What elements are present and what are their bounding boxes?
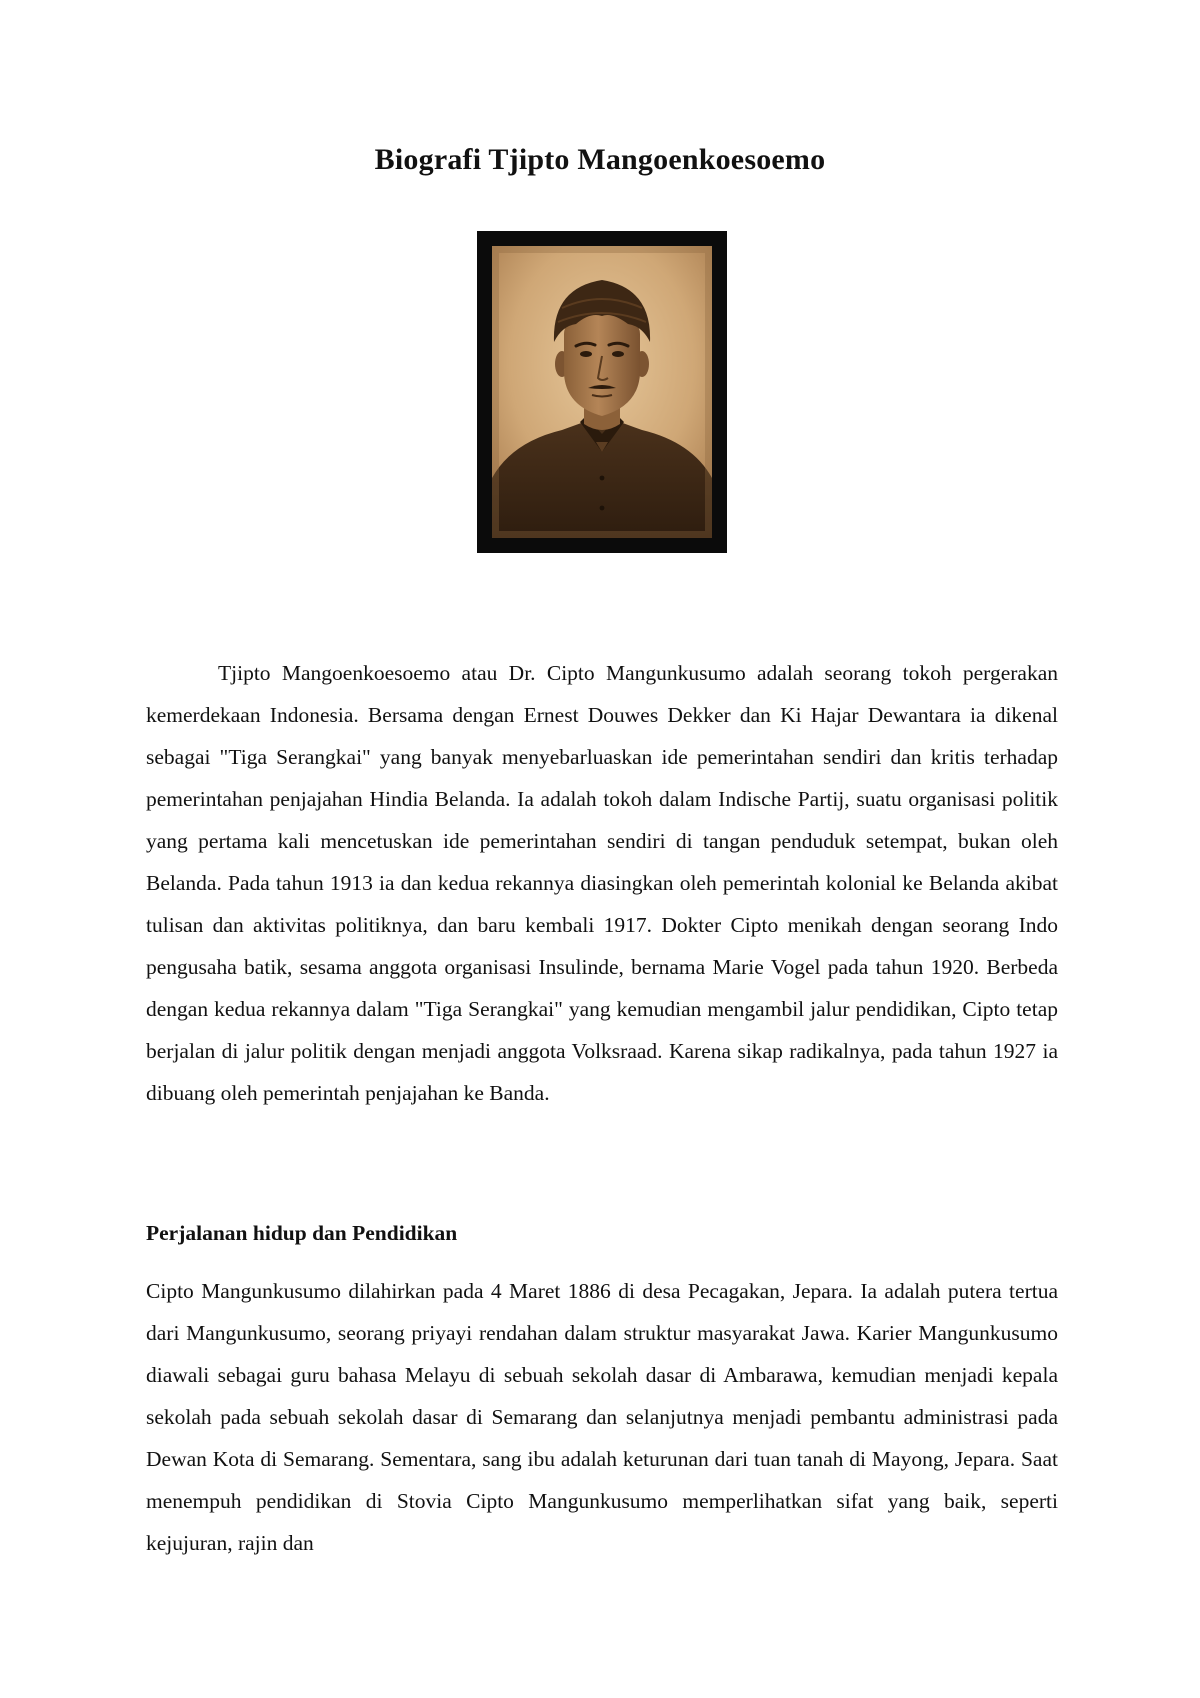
portrait-frame (477, 231, 727, 553)
portrait-photo (492, 246, 712, 538)
intro-paragraph: Tjipto Mangoenkoesoemo atau Dr. Cipto Mangunkusumo adalah seorang tokoh pergerakan kemerdekaan Indonesia. Bersama dengan Ernest Douwes Dekker dan Ki Hajar Dewantara ia dikenal sebagai "Tiga Serangkai" yang banyak menyebarluaskan ide pemerintahan sendiri dan kritis terhadap pemerintahan penjajahan Hindia Belanda. Ia adalah tokoh dalam Indische Partij, suatu organisasi politik yang pertama kali mencetuskan ide pemerintahan sendiri di tangan penduduk setempat, bukan oleh Belanda. Pada tahun 1913 ia dan kedua rekannya diasingkan oleh pemerintah kolonial ke Belanda akibat tulisan dan aktivitas politiknya, dan baru kembali 1917. Dokter Cipto menikah dengan seorang Indo pengusaha batik, sesama anggota organisasi Insulinde, bernama Marie Vogel pada tahun 1920. Berbeda dengan kedua rekannya dalam "Tiga Serangkai" yang kemudian mengambil jalur pendidikan, Cipto tetap berjalan di jalur politik dengan menjadi anggota Volksraad. Karena sikap radikalnya, pada tahun 1927 ia dibuang oleh pemerintah penjajahan ke Banda. (146, 661, 1058, 1105)
section-heading: Perjalanan hidup dan Pendidikan (146, 1221, 458, 1245)
page-title: Biografi Tjipto Mangoenkoesoemo (374, 143, 826, 176)
life-paragraph: Cipto Mangunkusumo dilahirkan pada 4 Maret 1886 di desa Pecagakan, Jepara. Ia adalah putera tertua dari Mangunkusumo, seorang priyayi rendahan dalam struktur masyarakat Jawa. Karier Mangunkusumo diawali sebagai guru bahasa Melayu di sebuah sekolah dasar di Ambarawa, kemudian menjadi kepala sekolah pada sebuah sekolah dasar di Semarang dan selanjutnya menjadi pembantu administrasi pada Dewan Kota di Semarang. Sementara, sang ibu adalah keturunan dari tuan tanah di Mayong, Jepara. Saat menempuh pendidikan di Stovia Cipto Mangunkusumo memperlihatkan sifat yang baik, seperti kejujuran, rajin dan (146, 1279, 1058, 1555)
